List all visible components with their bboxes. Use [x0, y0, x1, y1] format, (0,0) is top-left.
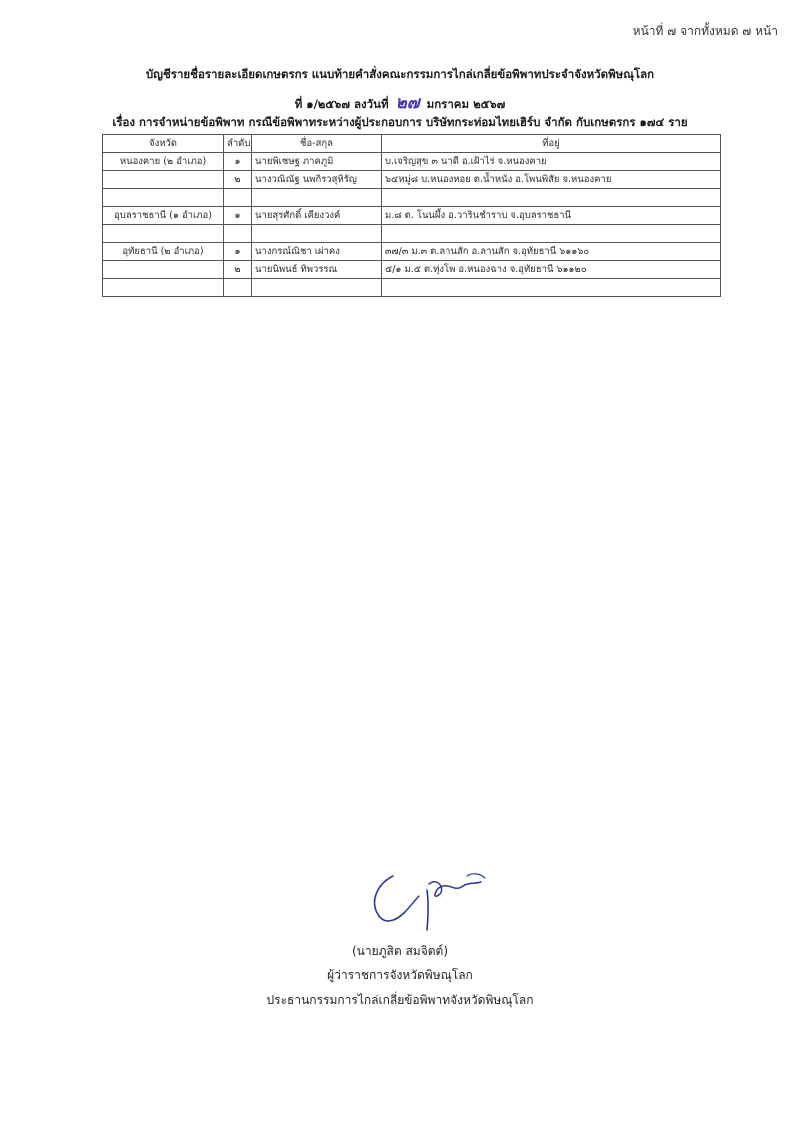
- address-cell: [382, 279, 721, 297]
- name-cell: นางกรณ์ณิชา เผ่าคง: [252, 243, 382, 261]
- name-cell: นายพิเชษฐ ภาคภูมิ: [252, 153, 382, 171]
- signer-position: ผู้ว่าราชการจังหวัดพิษณุโลก: [327, 968, 473, 982]
- name-cell: [252, 225, 382, 243]
- address-cell: [382, 225, 721, 243]
- table-row: [103, 225, 721, 243]
- table-row: [103, 153, 721, 171]
- number-cell: ๑: [224, 207, 252, 225]
- province-cell: [103, 261, 224, 279]
- table-row: [103, 189, 721, 207]
- handwritten-day: ๒๗: [395, 93, 420, 113]
- signer-name: (นายภูสิต สมจิตต์): [351, 944, 449, 958]
- address-cell: ๕/๑ ม.๕ ต.ทุ่งโพ อ.หนองฉาง จ.อุทัยธานี ๖๑๑๒๐: [382, 261, 721, 279]
- address-cell: ๖๔หมู่๘ บ.หนองหอย ต.น้ำหนัง อ.โพนพิสัย จ.หนองคาย: [382, 171, 721, 189]
- table-header-row: [103, 135, 721, 153]
- province-cell: [103, 225, 224, 243]
- name-cell: [252, 279, 382, 297]
- province-cell: อุบลราชธานี (๑ อำเภอ): [103, 207, 224, 225]
- farmer-table: [102, 134, 721, 297]
- table-row: [103, 207, 721, 225]
- page-number: หน้าที่ ๗ จากทั้งหมด ๗ หน้า: [632, 24, 778, 38]
- address-cell: [382, 189, 721, 207]
- province-cell: อุทัยธานี (๒ อำเภอ): [103, 243, 224, 261]
- number-cell: ๒: [224, 261, 252, 279]
- order-number: ที่ ๑/๒๕๖๗ ลงวันที่: [294, 97, 389, 111]
- name-cell: [252, 189, 382, 207]
- table-row: [103, 279, 721, 297]
- header-address: ที่อยู่: [382, 135, 721, 153]
- number-cell: [224, 279, 252, 297]
- number-cell: [224, 189, 252, 207]
- number-cell: ๒: [224, 171, 252, 189]
- address-cell: บ.เจริญสุข ๓ นาดี อ.เฝ้าไร่ จ.หนองคาย: [382, 153, 721, 171]
- name-cell: นายสุรศักดิ์ เคียงวงค์: [252, 207, 382, 225]
- number-cell: [224, 225, 252, 243]
- province-cell: [103, 171, 224, 189]
- subject-line: เรื่อง การจำหน่ายข้อพิพาท กรณีข้อพิพาทระหว่างผู้ประกอบการ บริษัทกระท่อมไทยเฮิร์บ จำกัด กับเกษตรกร ๑๗๔ ราย: [112, 115, 688, 129]
- address-cell: ๓๗/๓ ม.๓ ต.ลานสัก อ.ลานสัก จ.อุทัยธานี ๖๑๑๖๐: [382, 243, 721, 261]
- address-cell: ม.๘ ต. โนนผึ้ง อ.วารินชำราบ จ.อุบลราชธานี: [382, 207, 721, 225]
- province-cell: [103, 189, 224, 207]
- signer-committee-role: ประธานกรรมการไกล่เกลี่ยข้อพิพาทจังหวัดพิษณุโลก: [266, 993, 534, 1007]
- table-row: [103, 243, 721, 261]
- document-title: บัญชีรายชื่อรายละเอียดเกษตรกร แนบท้ายคำสั่งคณะกรรมการไกล่เกลี่ยข้อพิพาทประจำจังหวัดพิษณุโลก: [145, 67, 655, 81]
- name-cell: นางวณิณัฐ นพกิรวสุหิรัญ: [252, 171, 382, 189]
- header-number: ลำดับ: [224, 135, 252, 153]
- name-cell: นายนิพนธ์ ทิพวรรณ: [252, 261, 382, 279]
- header-province: จังหวัด: [103, 135, 224, 153]
- table-row: [103, 261, 721, 279]
- order-month-year: มกราคม ๒๕๖๗: [426, 97, 506, 111]
- number-cell: ๑: [224, 243, 252, 261]
- number-cell: ๑: [224, 153, 252, 171]
- header-name: ชื่อ-สกุล: [252, 135, 382, 153]
- province-cell: [103, 279, 224, 297]
- order-number-line: [0, 89, 800, 116]
- province-cell: หนองคาย (๒ อำเภอ): [103, 153, 224, 171]
- signature: [355, 862, 505, 932]
- table-row: [103, 171, 721, 189]
